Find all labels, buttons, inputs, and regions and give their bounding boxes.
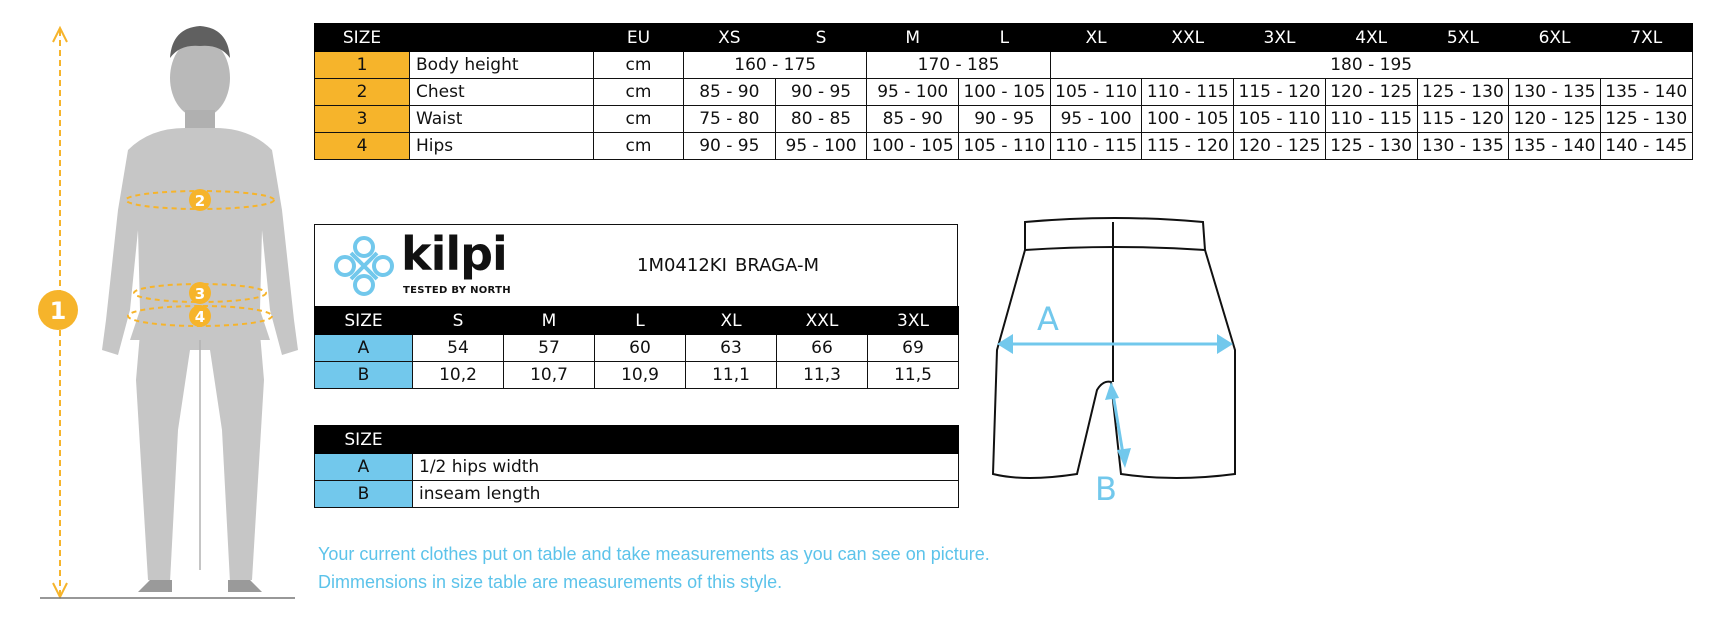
- table-cell: 75 - 80: [684, 106, 776, 133]
- header-xxl: XXL: [1142, 24, 1234, 52]
- table-cell: 135 - 140: [1509, 133, 1601, 160]
- body-measurement-figure: [20, 10, 320, 610]
- table-cell: 115 - 120: [1417, 106, 1509, 133]
- row-unit: cm: [594, 79, 684, 106]
- table-cell: 80 - 85: [775, 106, 867, 133]
- table-cell: 105 - 110: [1050, 79, 1142, 106]
- header-xs: XS: [684, 24, 776, 52]
- table-cell: 100 - 105: [1142, 106, 1234, 133]
- table-cell: 130 - 135: [1417, 133, 1509, 160]
- table-cell: 110 - 115: [1142, 79, 1234, 106]
- table-cell: 85 - 90: [867, 106, 959, 133]
- table-cell: 10,7: [504, 362, 595, 389]
- svg-text:4: 4: [194, 308, 206, 326]
- table-cell: 125 - 130: [1417, 79, 1509, 106]
- header-3xl: 3XL: [868, 307, 959, 335]
- svg-text:3: 3: [194, 285, 206, 303]
- row-unit: cm: [594, 106, 684, 133]
- table-cell: 160 - 175: [684, 52, 867, 79]
- table-cell: 110 - 115: [1325, 106, 1417, 133]
- row-index: 1: [315, 52, 410, 79]
- legend-header: [315, 426, 959, 454]
- header-xl: XL: [1050, 24, 1142, 52]
- table-cell: 125 - 130: [1325, 133, 1417, 160]
- row-label: Chest: [410, 79, 594, 106]
- measure-legend-table: [314, 425, 959, 508]
- header-m: M: [867, 24, 959, 52]
- legend-row-b: [315, 481, 959, 508]
- product-name: BRAGA-M: [735, 255, 820, 276]
- table-row-waist: [315, 106, 1693, 133]
- header-l: L: [595, 307, 686, 335]
- measure-b-label: B: [1095, 470, 1117, 508]
- table-cell: 11,5: [868, 362, 959, 389]
- table-cell: 10,9: [595, 362, 686, 389]
- table-cell: 130 - 135: [1509, 79, 1601, 106]
- marker-3: [189, 282, 211, 304]
- table-cell: 135 - 140: [1600, 79, 1692, 106]
- header-xxl: XXL: [777, 307, 868, 335]
- table-row-b: [315, 362, 959, 389]
- brand-tagline: TESTED BY NORTH: [403, 285, 511, 296]
- table-cell: 90 - 95: [684, 133, 776, 160]
- table-cell: 105 - 110: [959, 133, 1051, 160]
- table-cell: 100 - 105: [959, 79, 1051, 106]
- table-cell: 95 - 100: [867, 79, 959, 106]
- table-cell: 60: [595, 335, 686, 362]
- table-cell: 120 - 125: [1509, 106, 1601, 133]
- legend-header-blank: [413, 426, 959, 454]
- table-cell: 125 - 130: [1600, 106, 1692, 133]
- measure-a-label: A: [1037, 300, 1059, 338]
- header-s: S: [413, 307, 504, 335]
- table-cell: 115 - 120: [1142, 133, 1234, 160]
- table-cell: 95 - 100: [1050, 106, 1142, 133]
- table-cell: 90 - 95: [959, 106, 1051, 133]
- marker-1: [38, 290, 78, 330]
- legend-header-size: SIZE: [315, 426, 413, 454]
- row-label: Waist: [410, 106, 594, 133]
- table-cell: 115 - 120: [1234, 79, 1326, 106]
- row-unit: cm: [594, 52, 684, 79]
- row-index: 2: [315, 79, 410, 106]
- kilpi-logo-icon: [331, 233, 397, 299]
- table-row-chest: [315, 79, 1693, 106]
- header-size: SIZE: [315, 24, 410, 52]
- table-cell: 120 - 125: [1325, 79, 1417, 106]
- header-4xl: 4XL: [1325, 24, 1417, 52]
- table-cell: 69: [868, 335, 959, 362]
- legend-label: A: [315, 454, 413, 481]
- marker-4: [189, 305, 211, 327]
- table-cell: 100 - 105: [867, 133, 959, 160]
- svg-text:1: 1: [49, 297, 67, 325]
- table-cell: 11,3: [777, 362, 868, 389]
- row-index: 3: [315, 106, 410, 133]
- header-l: L: [959, 24, 1051, 52]
- header-3xl: 3XL: [1234, 24, 1326, 52]
- brand-name: kilpi: [401, 227, 507, 281]
- table-cell: 140 - 145: [1600, 133, 1692, 160]
- header-6xl: 6XL: [1509, 24, 1601, 52]
- product-header: [314, 224, 958, 306]
- header-7xl: 7XL: [1600, 24, 1692, 52]
- table-cell: 63: [686, 335, 777, 362]
- legend-text: 1/2 hips width: [413, 454, 959, 481]
- row-index: 4: [315, 133, 410, 160]
- legend-label: B: [315, 481, 413, 508]
- body-size-table: [314, 23, 1693, 160]
- header-eu: EU: [594, 24, 684, 52]
- row-label: B: [315, 362, 413, 389]
- table-cell: 54: [413, 335, 504, 362]
- header-5xl: 5XL: [1417, 24, 1509, 52]
- table-cell: 90 - 95: [775, 79, 867, 106]
- table-row-a: [315, 335, 959, 362]
- header-blank: [410, 24, 594, 52]
- table-cell: 120 - 125: [1234, 133, 1326, 160]
- table-row-body-height: [315, 52, 1693, 79]
- instruction-note: Your current clothes put on table and take measurements as you can see on picture.: [318, 544, 990, 564]
- product-code: 1M0412KI: [637, 255, 727, 276]
- svg-text:2: 2: [194, 192, 206, 210]
- table-row-hips: [315, 133, 1693, 160]
- row-label: A: [315, 335, 413, 362]
- table-cell: 10,2: [413, 362, 504, 389]
- dimensions-note: Dimmensions in size table are measurements of this style.: [318, 572, 783, 592]
- header-m: M: [504, 307, 595, 335]
- table-cell: 180 - 195: [1050, 52, 1692, 79]
- table-cell: 57: [504, 335, 595, 362]
- shorts-diagram: [985, 210, 1245, 510]
- table-cell: 110 - 115: [1050, 133, 1142, 160]
- product-measure-table: [314, 306, 959, 389]
- table-cell: 85 - 90: [684, 79, 776, 106]
- row-label: Body height: [410, 52, 594, 79]
- header-xl: XL: [686, 307, 777, 335]
- size-table-header: [315, 24, 1693, 52]
- product-table-header: [315, 307, 959, 335]
- marker-2: [189, 189, 211, 211]
- row-label: Hips: [410, 133, 594, 160]
- legend-text: inseam length: [413, 481, 959, 508]
- row-unit: cm: [594, 133, 684, 160]
- header-size: SIZE: [315, 307, 413, 335]
- table-cell: 66: [777, 335, 868, 362]
- table-cell: 105 - 110: [1234, 106, 1326, 133]
- table-cell: 170 - 185: [867, 52, 1050, 79]
- legend-row-a: [315, 454, 959, 481]
- header-s: S: [775, 24, 867, 52]
- table-cell: 95 - 100: [775, 133, 867, 160]
- table-cell: 11,1: [686, 362, 777, 389]
